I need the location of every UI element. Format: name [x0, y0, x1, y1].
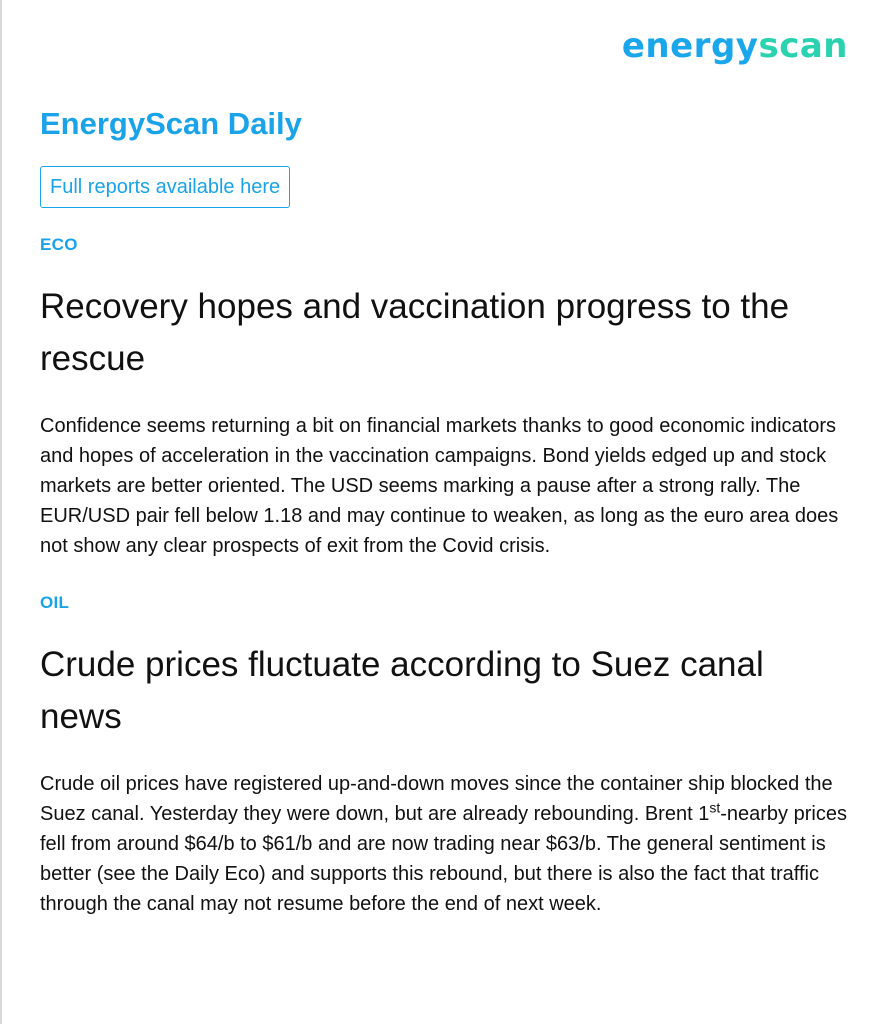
oil-body [40, 769, 855, 919]
left-border [0, 0, 2, 1024]
full-reports-button[interactable]: Full reports available here [40, 166, 290, 208]
section-tag-oil[interactable]: OIL [40, 593, 70, 612]
eco-headline: Recovery hopes and vaccination progress to the rescue [40, 287, 790, 378]
eco-body: Confidence seems returning a bit on financial markets thanks to good economic indicators and hopes of acceleration in the vaccination campaigns. Bond yields edged up and stock markets are better oriented. The USD seems marking a pause after a strong rally. The EUR/USD pair fell below 1.18 and may continue to weaken, as long as the euro area does not show any clear prospects of exit from the Covid crisis. [40, 415, 839, 557]
energyscan-logo[interactable] [622, 26, 848, 66]
logo-energy-text: energy [621, 26, 759, 66]
oil-body-superscript: st [709, 799, 721, 816]
oil-body-part1: Crude oil prices have registered up-and-down moves since the container ship blocked the Suez canal. Yesterday they were down, but are already rebounding. Brent 1 [40, 773, 833, 825]
page-title: EnergyScan Daily [40, 106, 302, 141]
section-tag-eco[interactable]: ECO [40, 235, 78, 254]
oil-body-part2: -nearby prices fell from around $64/b to $61/b and are now trading near $63/b. The general sentiment is better (see the Daily Eco) and supports this rebound, but there is also the fact that traffic through the canal may not resume before the end of next week. [40, 803, 847, 915]
oil-headline: Crude prices fluctuate according to Suez canal news [40, 645, 764, 736]
logo-scan-text: scan [758, 26, 848, 66]
newsletter-content [40, 104, 855, 919]
